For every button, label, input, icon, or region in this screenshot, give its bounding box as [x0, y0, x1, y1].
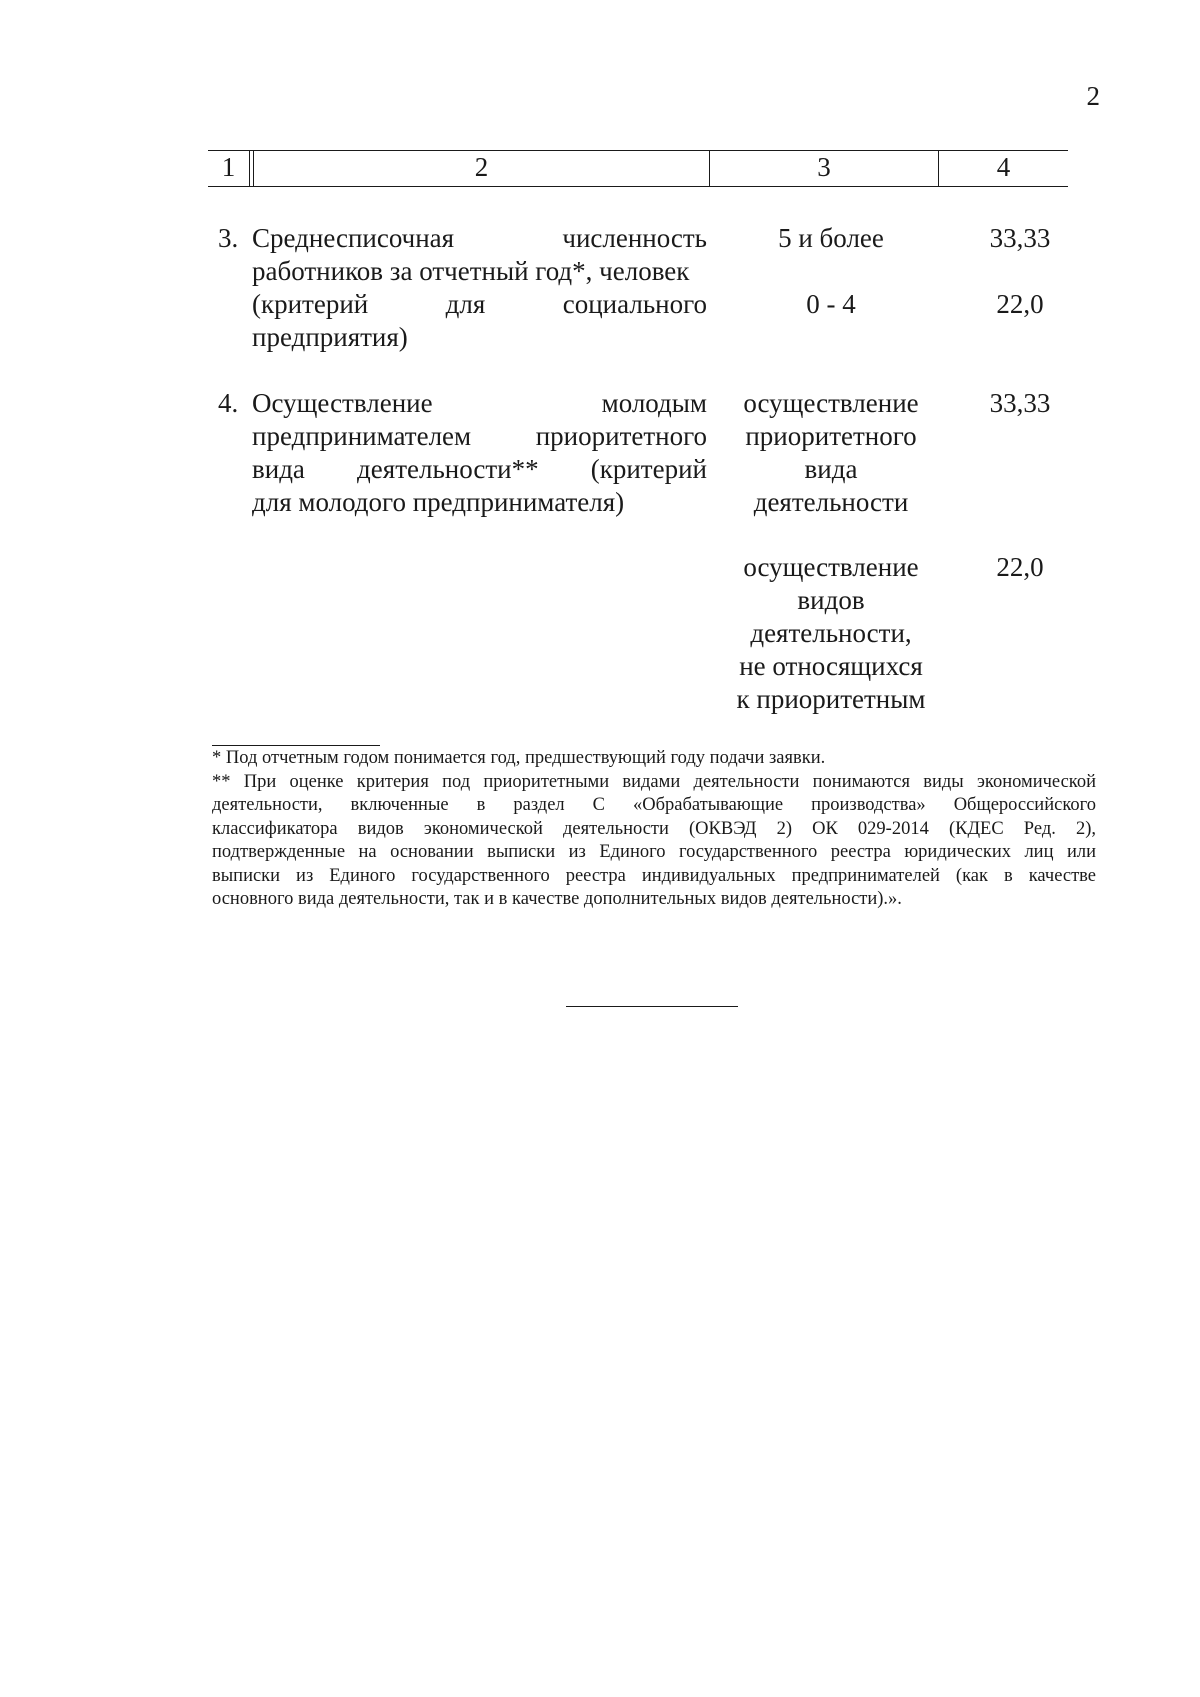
footnote-line: классификатора видов экономической деятельности (ОКВЭД 2) ОК 029-2014 (КДЕС Ред. 2), [212, 818, 1096, 839]
value-line: осуществление [743, 388, 919, 418]
footnote-line: основного вида деятельности, так и в качестве дополнительных видов деятельности).». [212, 889, 902, 909]
criterion-line: для молодого предпринимателя) [252, 487, 625, 517]
table-header-col-3: 3 [709, 151, 938, 186]
footnote-line: подтвержденные на основании выписки из Единого государственного реестра юридических лиц или [212, 842, 1096, 862]
criterion-line: работников за отчетный год*, человек [252, 256, 690, 286]
value-text [716, 288, 946, 321]
value-line: видов [797, 585, 865, 615]
points-value: 33,33 [989, 388, 1051, 418]
footnote-separator [212, 745, 380, 746]
footnote-line: выписки из Единого государственного реестра индивидуальных предпринимателей (как в качестве [212, 865, 1096, 886]
page-number: 2 [1086, 81, 1100, 111]
value-line: осуществление [743, 552, 919, 582]
criterion-line: Среднесписочная численность [252, 223, 707, 253]
criterion-text [252, 387, 707, 519]
points-value: 22,0 [996, 552, 1044, 582]
value-text [716, 551, 946, 716]
criterion-line: предпринимателем приоритетного [252, 421, 707, 451]
footnotes [212, 747, 1096, 912]
value-line: не относящихся [739, 651, 923, 681]
criterion-line: (критерий для социального [252, 289, 707, 319]
value-line: 5 и более [778, 223, 884, 253]
footnote-line: деятельности, включенные в раздел С «Обрабатывающие производства» Общероссийского [212, 795, 1096, 815]
criterion-text [252, 222, 707, 354]
value-text [716, 222, 946, 255]
value-line: деятельности [753, 487, 909, 517]
footnote-line: ** При оценке критерия под приоритетными видами деятельности понимаются виды экономической [212, 771, 1096, 792]
value-line: деятельности, [750, 618, 912, 648]
points-value: 22,0 [996, 289, 1044, 319]
value-line: к приоритетным [736, 684, 926, 714]
footnote-line: * Под отчетным годом понимается год, предшествующий году подачи заявки. [212, 748, 826, 768]
criterion-line: Осуществление молодым [252, 388, 707, 418]
table-header-col-2: 2 [253, 151, 709, 186]
table-header-row [208, 150, 1068, 187]
table-header-col-4: 4 [938, 151, 1068, 186]
value-line: 0 - 4 [806, 289, 856, 319]
points-value: 33,33 [989, 223, 1051, 253]
value-text [716, 387, 946, 519]
end-of-document-rule [566, 1006, 738, 1007]
table-header-col-1: 1 [208, 151, 250, 186]
value-line: приоритетного [745, 421, 917, 451]
row-number: 4. [218, 388, 239, 418]
value-line: вида [804, 454, 858, 484]
criterion-line: предприятия) [252, 322, 408, 352]
row-number: 3. [218, 223, 239, 253]
criterion-line: вида деятельности** (критерий [252, 454, 707, 484]
